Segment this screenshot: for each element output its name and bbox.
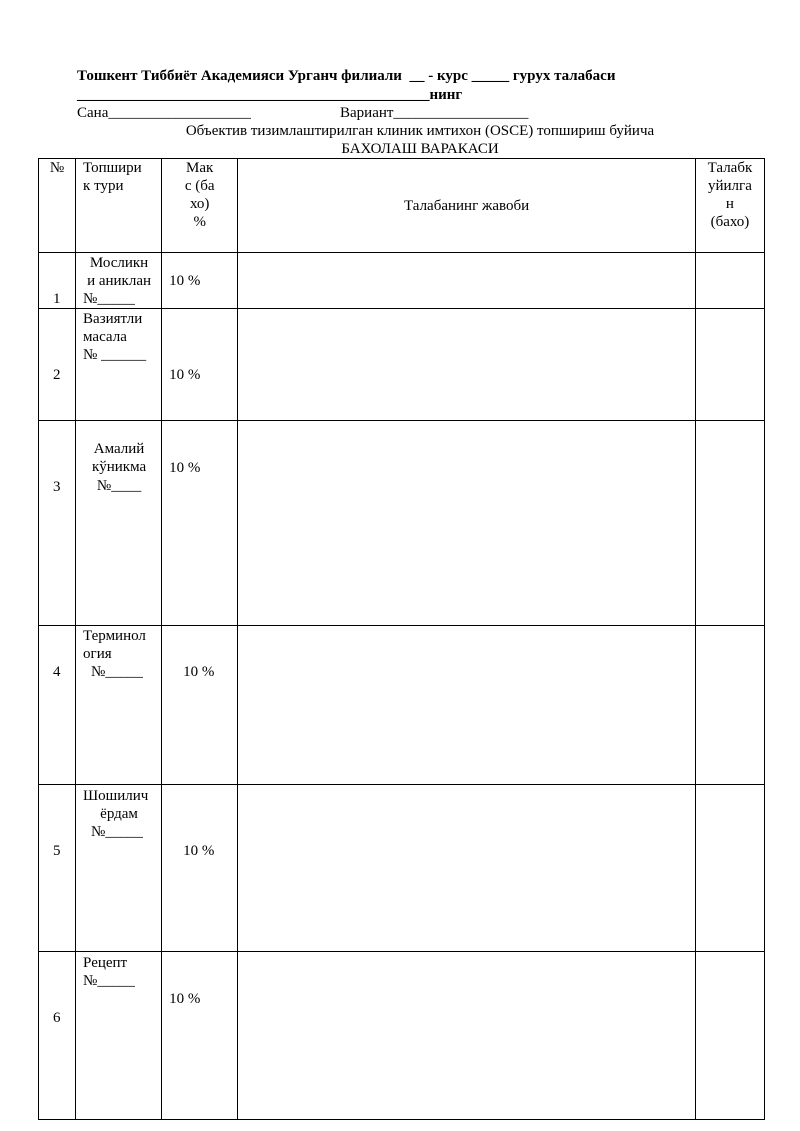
grade-cell[interactable] (695, 253, 764, 309)
table-row (39, 785, 765, 952)
header-line-1: Тошкент Тиббиёт Академияси Урганч филиали __ - курс _____ гурух талабаси (77, 68, 616, 84)
header-grade: Талабк уйилга н (бахо) (695, 159, 764, 253)
answer-cell[interactable] (238, 785, 696, 952)
date-field: Сана___________________ (77, 105, 251, 121)
table-header-row (39, 159, 765, 253)
evaluation-table (38, 158, 765, 1120)
row-task-type: Рецепт №_____ (76, 952, 162, 1120)
header-line-2: _______________________________________________нинг (77, 87, 463, 103)
row-max-score: 10 % (162, 309, 238, 421)
row-num: 5 (39, 785, 76, 952)
row-num: 2 (39, 309, 76, 421)
grade-cell[interactable] (695, 785, 764, 952)
row-task-type: Амалий кўникма №____ (76, 421, 162, 626)
header-task-type: Топшири к тури (76, 159, 162, 253)
answer-cell[interactable] (238, 253, 696, 309)
table-row (39, 309, 765, 421)
table-row (39, 421, 765, 626)
grade-cell[interactable] (695, 952, 764, 1120)
answer-cell[interactable] (238, 309, 696, 421)
header-student-answer: Талабанинг жавоби (238, 159, 696, 253)
answer-cell[interactable] (238, 626, 696, 785)
row-task-type: Вазиятли масала № ______ (76, 309, 162, 421)
grade-cell[interactable] (695, 309, 764, 421)
grade-cell[interactable] (695, 626, 764, 785)
table-row (39, 952, 765, 1120)
form-title: БАХОЛАШ ВАРАКАСИ (341, 141, 499, 157)
row-num: 1 (39, 253, 76, 309)
variant-field: Вариант__________________ (340, 105, 529, 121)
answer-cell[interactable] (238, 952, 696, 1120)
row-task-type: Шошилич ёрдам №_____ (76, 785, 162, 952)
row-num: 6 (39, 952, 76, 1120)
row-max-score: 10 % (162, 952, 238, 1120)
row-num: 3 (39, 421, 76, 626)
row-task-type: Мосликн и аниклан №_____ (76, 253, 162, 309)
form-subtitle: Объектив тизимлаштирилган клиник имтихон (OSCE) топшириш буйича (185, 123, 655, 139)
header-max-score: Мак с (ба хо) % (162, 159, 238, 253)
answer-cell[interactable] (238, 421, 696, 626)
table-row (39, 253, 765, 309)
grade-cell[interactable] (695, 421, 764, 626)
row-max-score: 10 % (162, 785, 238, 952)
row-task-type: Терминол огия №_____ (76, 626, 162, 785)
row-max-score: 10 % (162, 421, 238, 626)
table-row (39, 626, 765, 785)
header-num: № (39, 159, 76, 253)
row-max-score: 10 % (162, 253, 238, 309)
row-num: 4 (39, 626, 76, 785)
row-max-score: 10 % (162, 626, 238, 785)
